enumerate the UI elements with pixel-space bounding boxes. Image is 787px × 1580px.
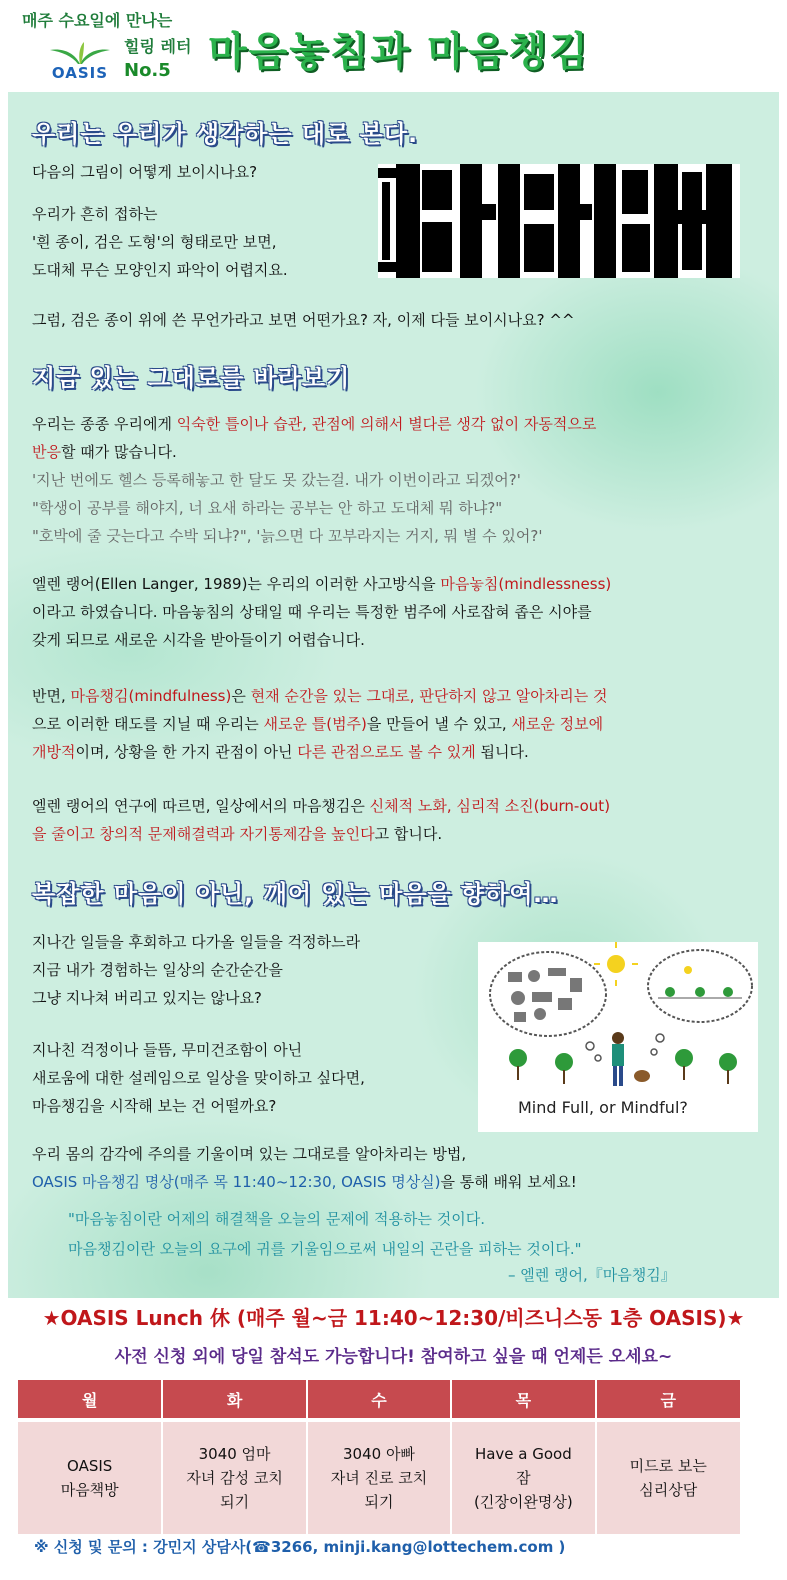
example-quote: "학생이 공부를 해야지, 너 요새 하라는 공부는 안 하고 도대체 뭐 하냐?" bbox=[32, 499, 503, 517]
day-header-mon: 월 bbox=[18, 1380, 162, 1420]
newsletter-title: 마음놓침과 마음챙김 bbox=[208, 29, 590, 75]
text-line: 으로 이러한 태도를 지닐 때 우리는 새로운 틀(범주)을 만들어 낼 수 있고, 새로운 정보에 bbox=[32, 715, 604, 733]
schedule-header-row bbox=[18, 1380, 740, 1420]
lunch-program-title: ★OASIS Lunch 休 (매주 월~금 11:40~12:30/비즈니스동 1층 OASIS)★ bbox=[42, 1306, 745, 1330]
text-line: 우리 몸의 감각에 주의를 기울이며 있는 그대로를 알아차리는 방법, bbox=[32, 1145, 467, 1163]
header-subtitle: 매주 수요일에 만나는 bbox=[22, 11, 173, 30]
program-fri: 미드로 보는 심리상담 bbox=[596, 1420, 740, 1534]
text-line: 지나친 걱정이나 들뜸, 무미건조함이 아닌 bbox=[32, 1041, 303, 1059]
quote-line: "마음놓침이란 어제의 해결책을 오늘의 문제에 적용하는 것이다. bbox=[68, 1210, 486, 1228]
example-quote: '지난 번에도 헬스 등록해놓고 한 달도 못 갔는걸. 내가 이번이라고 되겠어?' bbox=[32, 471, 521, 489]
newsletter-header bbox=[0, 0, 787, 92]
day-header-fri: 금 bbox=[596, 1380, 740, 1420]
text-line: 반응할 때가 많습니다. bbox=[32, 443, 177, 461]
illustration-caption: Mind Full, or Mindful? bbox=[518, 1098, 688, 1117]
text-line: 이라고 하였습니다. 마음놓침의 상태일 때 우리는 특정한 범주에 사로잡혀 좁은 시야를 bbox=[32, 603, 592, 621]
text-line: 도대체 무슨 모양인지 파악이 어렵지요. bbox=[32, 261, 288, 279]
lunch-program-subtitle: 사전 신청 외에 당일 참석도 가능합니다! 참여하고 싶을 때 언제든 오세요~ bbox=[114, 1347, 673, 1367]
program-tue: 3040 엄마 자녀 감성 코치 되기 bbox=[162, 1420, 306, 1534]
section1-title: 우리는 우리가 생각하는 대로 본다. bbox=[32, 120, 419, 148]
text-line: 개방적이며, 상황을 한 가지 관점이 아닌 다른 관점으로도 볼 수 있게 됩니다. bbox=[32, 743, 529, 761]
text-line: 반면, 마음챙김(mindfulness)은 현재 순간을 있는 그대로, 판단하지 않고 알아차리는 것 bbox=[32, 687, 608, 705]
section1-question: 다음의 그림이 어떻게 보이시나요? bbox=[32, 163, 258, 181]
section1-paragraph bbox=[32, 200, 288, 284]
header-letter-label: 힐링 레터 bbox=[124, 37, 192, 56]
text-line: 엘렌 랭어의 연구에 따르면, 일상에서의 마음챙김은 신체적 노화, 심리적 소진(burn-out) bbox=[32, 797, 611, 815]
mindfulness-paragraph bbox=[32, 682, 608, 766]
example-quote: "호박에 줄 긋는다고 수박 되냐?", '늙으면 다 꼬부라지는 거지, 뭐 별 수 있어?' bbox=[32, 527, 543, 545]
text-line: 새로움에 대한 설레임으로 일상을 맞이하고 싶다면, bbox=[32, 1069, 365, 1087]
section2-title: 지금 있는 그대로를 바라보기 bbox=[32, 364, 351, 392]
section1-reveal: 그럼, 검은 종이 위에 쓴 무언가라고 보면 어떤가요? 자, 이제 다들 보이시나요? ^^ bbox=[32, 311, 575, 329]
text-line: 그냥 지나쳐 버리고 있지는 않나요? bbox=[32, 989, 262, 1007]
weekly-schedule-table bbox=[18, 1380, 740, 1534]
program-mon: OASIS 마음책방 bbox=[18, 1420, 162, 1534]
section3-paragraph1 bbox=[32, 928, 360, 1012]
langer-quote bbox=[68, 1204, 582, 1264]
program-wed: 3040 아빠 자녀 진로 코치 되기 bbox=[307, 1420, 451, 1534]
section3-title: 복잡한 마음이 아닌, 깨어 있는 마음을 향하여… bbox=[32, 880, 559, 908]
program-thu: Have a Good 잠 (긴장이완명상) bbox=[451, 1420, 595, 1534]
text-line: 우리는 종종 우리에게 익숙한 틀이나 습관, 관점에 의해서 별다른 생각 없이 자동적으로 bbox=[32, 415, 597, 433]
main-content bbox=[8, 92, 779, 1298]
text-line: 우리가 흔히 접하는 bbox=[32, 205, 158, 223]
research-paragraph bbox=[32, 792, 610, 848]
text-line: 을 줄이고 창의적 문제해결력과 자기통제감을 높인다고 합니다. bbox=[32, 825, 443, 843]
figure-ground-illusion-image bbox=[378, 164, 740, 278]
section3-paragraph2 bbox=[32, 1036, 365, 1120]
text-line: 마음챙김을 시작해 보는 건 어떨까요? bbox=[32, 1097, 277, 1115]
text-line: '흰 종이, 검은 도형'의 형태로만 보면, bbox=[32, 233, 277, 251]
schedule-program-row bbox=[18, 1420, 740, 1534]
day-header-wed: 수 bbox=[307, 1380, 451, 1420]
section2-intro bbox=[32, 410, 596, 550]
text-line: 지나간 일들을 후회하고 다가올 일들을 걱정하느라 bbox=[32, 933, 361, 951]
text-line: 지금 내가 경험하는 일상의 순간순간을 bbox=[32, 961, 283, 979]
mindlessness-paragraph bbox=[32, 570, 611, 654]
leaf-icon bbox=[44, 42, 116, 66]
meditation-invitation bbox=[32, 1140, 577, 1196]
issue-number: No.5 bbox=[124, 60, 171, 81]
mind-full-drawing bbox=[478, 942, 758, 1092]
oasis-logo bbox=[44, 42, 116, 82]
text-line: 엘렌 랭어(Ellen Langer, 1989)는 우리의 이러한 사고방식을 마음놓침(mindlessness) bbox=[32, 575, 612, 593]
text-line: 갖게 되므로 새로운 시각을 받아들이기 어렵습니다. bbox=[32, 631, 365, 649]
day-header-thu: 목 bbox=[451, 1380, 595, 1420]
quote-line: 마음챙김이란 오늘의 요구에 귀를 기울임으로써 내일의 곤란을 피하는 것이다." bbox=[68, 1240, 582, 1258]
contact-info: ※ 신청 및 문의 : 강민지 상담사(☎3266, minji.kang@lottechem.com ) bbox=[34, 1538, 566, 1556]
oasis-logo-text: OASIS bbox=[51, 64, 109, 82]
day-header-tue: 화 bbox=[162, 1380, 306, 1420]
quote-source: – 엘렌 랭어,『마음챙김』 bbox=[508, 1266, 676, 1284]
text-line: OASIS 마음챙김 명상(매주 목 11:40~12:30, OASIS 명상실)을 통해 배워 보세요! bbox=[32, 1173, 577, 1191]
mind-full-illustration bbox=[478, 942, 758, 1132]
